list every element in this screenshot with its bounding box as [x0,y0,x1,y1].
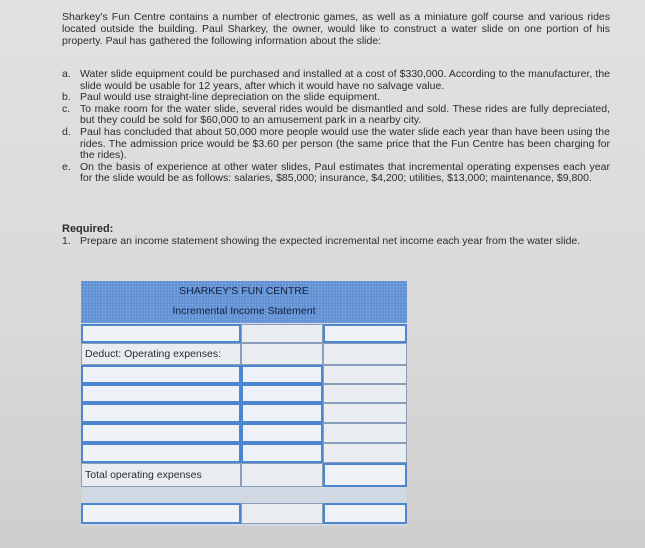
deduct-label-cell [81,343,241,365]
blank-cell [323,384,407,403]
blank-cell [241,463,323,487]
worksheet-subtitle: Incremental Income Statement [172,305,316,317]
net-income-amount-input[interactable] [323,503,407,524]
blank-cell [323,443,407,463]
total-amount-input[interactable] [323,463,407,487]
info-list [62,69,610,185]
total-label-cell [81,463,241,487]
intro-paragraph: Sharkey's Fun Centre contains a number of electronic games, as well as a miniature golf course and various rides located outside the building. Paul Sharkey, the owner, would like to construct a water slide on one portion of his property. Paul has gathered the following information about the slide: [62,11,610,47]
list-item [62,69,610,92]
blank-cell [323,403,407,423]
list-marker: a. [62,68,71,80]
expense-label-input[interactable] [81,403,241,423]
required-heading: Required: [62,223,114,235]
required-text: Prepare an income statement showing the expected incremental net income each year from the water slide. [80,235,581,247]
blank-cell [323,343,407,365]
income-statement-worksheet [81,281,407,526]
expense-label-input[interactable] [81,365,241,384]
list-marker: d. [62,125,71,138]
list-marker: c. [62,102,71,115]
list-item [62,162,610,185]
total-label: Total operating expenses [85,469,202,481]
list-marker: e. [62,160,71,173]
list-text: To make room for the water slide, several rides would be dismantled and sold. These rides are fully depreciated, but they could be sold for $60,000 to an amusement park in a nearby city. [80,102,610,127]
label-input-1[interactable] [81,324,241,343]
expense-label-input[interactable] [81,443,241,463]
expense-amount-input[interactable] [241,384,323,403]
blank-cell [241,324,323,343]
list-item [62,127,610,162]
list-text: Water slide equipment could be purchased and installed at a cost of $330,000. According to the manufacturer, the slide would be usable for 12 years, after which it would have no salvage value. [80,68,610,92]
list-text: On the basis of experience at other water slides, Paul estimates that incremental operating expenses each year for the slide would be as follows: salaries, $85,000; insurance, $4,200; utilities, $13,000; maintenance, $9,800. [80,160,610,185]
required-item [62,236,610,248]
blank-cell [241,503,323,524]
blank-cell [323,423,407,443]
amount-input-1[interactable] [323,324,407,343]
blank-cell [323,365,407,384]
required-marker: 1. [62,235,71,247]
net-income-label-input[interactable] [81,503,241,524]
expense-label-input[interactable] [81,423,241,443]
expense-label-input[interactable] [81,384,241,403]
blank-cell [241,343,323,365]
list-text: Paul would use straight-line depreciation on the slide equipment. [80,91,381,104]
worksheet-title: SHARKEY'S FUN CENTRE [179,285,309,297]
list-text: Paul has concluded that about 50,000 more people would use the water slide each year than have been using the rides. The admission price would be $3.60 per person (the same price that the Fun Centre has been charging for the rides). [80,125,610,162]
worksheet-header [81,281,407,323]
expense-amount-input[interactable] [241,443,323,463]
deduct-label: Deduct: Operating expenses: [85,348,221,360]
list-item [62,104,610,127]
expense-amount-input[interactable] [241,403,323,423]
expense-amount-input[interactable] [241,423,323,443]
expense-amount-input[interactable] [241,365,323,384]
list-marker: b. [62,91,71,104]
